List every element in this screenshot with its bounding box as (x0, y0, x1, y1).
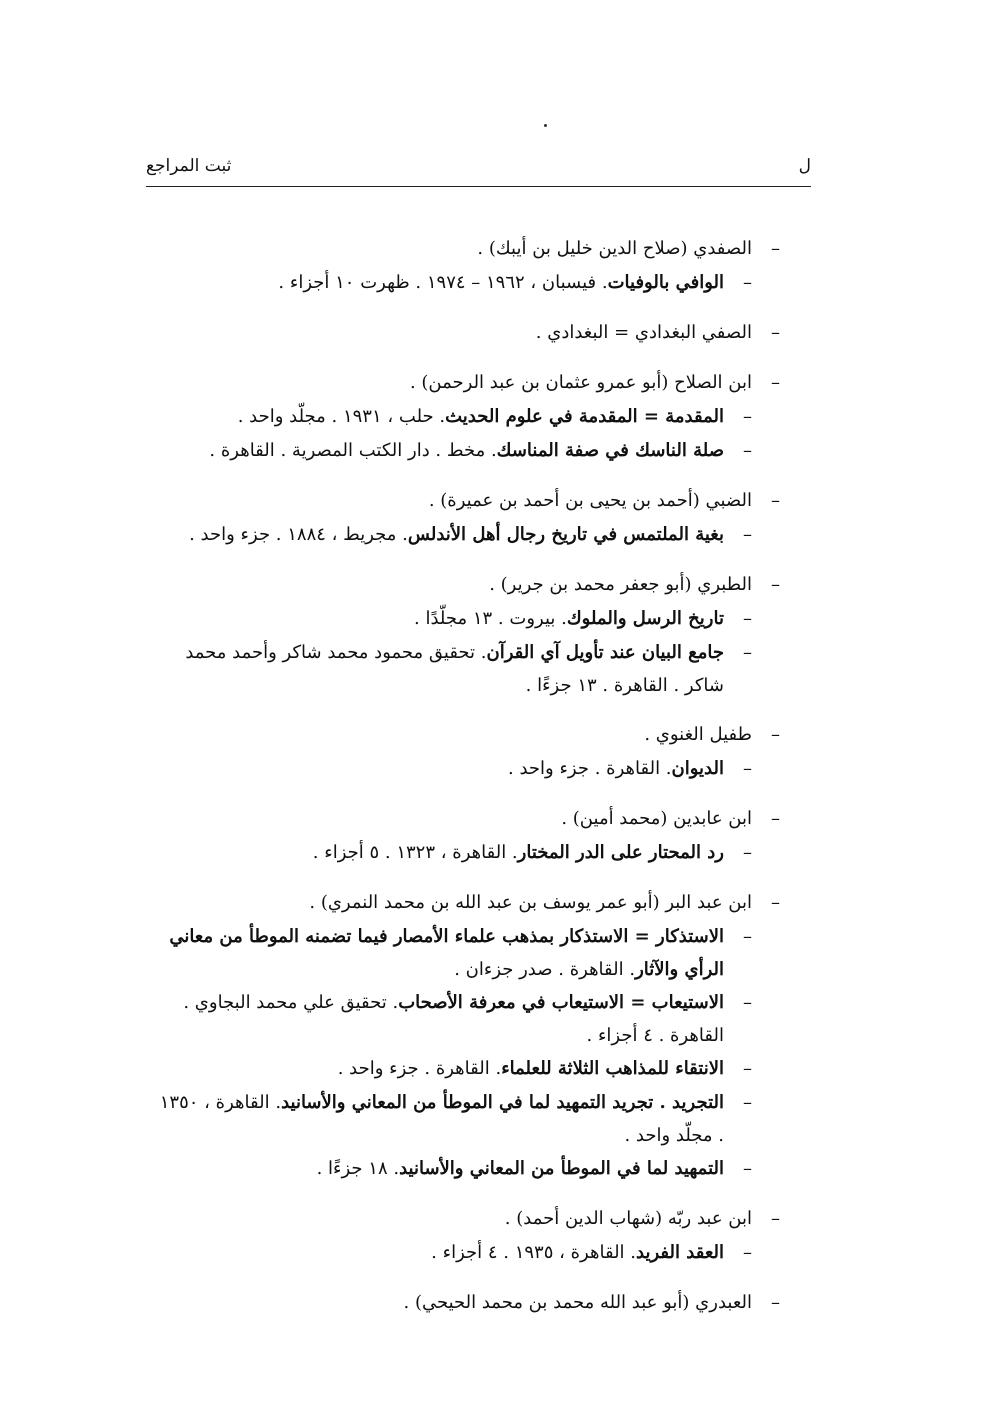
work-title: الانتقاء للمذاهب الثلاثة للعلماء (501, 1058, 724, 1079)
work-title: الوافي بالوفيات (607, 272, 724, 293)
work-title: الاستذكار = الاستذكار بمذهب علماء الأمصار فيما تضمنه الموطأ من معاني الرأي والآثار (169, 926, 724, 980)
work-title: صلة الناسك في صفة المناسك (496, 440, 724, 461)
author-line: – الطبري (أبو جعفر محمد بن جرير) . (150, 568, 780, 602)
header-rule (146, 186, 811, 187)
work-details: . بيروت . ١٣ مجلّدًا . (414, 608, 567, 629)
work-details: . مجريط ، ١٨٨٤ . جزء واحد . (189, 524, 408, 545)
work-details: . القاهرة . صدر جزءان . (454, 959, 636, 980)
work-line (150, 1086, 780, 1152)
work-details: . مخط . دار الكتب المصرية . القاهرة . (209, 440, 497, 461)
work-line (150, 1236, 780, 1270)
author-line: – الصفي البغدادي = البغدادي . (150, 316, 780, 350)
bibliography-entry (150, 802, 780, 870)
work-title: الاستيعاب = الاستيعاب في معرفة الأصحاب (398, 992, 724, 1013)
bibliography-list (150, 232, 780, 1336)
work-line (150, 1152, 780, 1186)
author-line: – طفيل الغنوي . (150, 718, 780, 752)
page-number-letter: ل (798, 156, 811, 176)
work-line (150, 836, 780, 870)
work-line (150, 400, 780, 434)
bibliography-entry (150, 1286, 780, 1320)
running-title: ثبت المراجع (146, 156, 232, 176)
work-title: العقد الفريد (636, 1242, 724, 1263)
author-line: – العبدري (أبو عبد الله محمد بن محمد الحيحي) . (150, 1286, 780, 1320)
work-details: . تحقيق علي محمد البجاوي . القاهرة . ٤ أجزاء . (183, 992, 724, 1046)
bibliography-entry (150, 316, 780, 350)
work-title: الديوان (671, 758, 724, 779)
work-line (150, 518, 780, 552)
bibliography-entry (150, 484, 780, 552)
page-header (146, 150, 811, 186)
author-line: – الضبي (أحمد بن يحيى بن أحمد بن عميرة) . (150, 484, 780, 518)
work-line (150, 602, 780, 636)
work-details: . القاهرة . جزء واحد . (508, 758, 672, 779)
work-line (150, 920, 780, 986)
work-line (150, 986, 780, 1052)
work-details: . القاهرة ، ١٩٣٥ . ٤ أجزاء . (431, 1242, 637, 1263)
work-title: بغية الملتمس في تاريخ رجال أهل الأندلس (407, 524, 724, 545)
work-line (150, 752, 780, 786)
author-line: – الصفدي (صلاح الدين خليل بن أيبك) . (150, 232, 780, 266)
work-line (150, 1052, 780, 1086)
work-details: . القاهرة ، ١٣٥٠ . مجلّد واحد . (159, 1092, 724, 1146)
bibliography-entry (150, 232, 780, 300)
work-details: . حلب ، ١٩٣١ . مجلّد واحد . (237, 406, 446, 427)
work-details: . القاهرة ، ١٣٢٣ . ٥ أجزاء . (312, 842, 518, 863)
work-details: . فيسبان ، ١٩٦٢ – ١٩٧٤ . ظهرت ١٠ أجزاء . (278, 272, 608, 293)
work-title: تاريخ الرسل والملوك (566, 608, 724, 629)
bibliography-entry (150, 366, 780, 468)
bibliography-entry (150, 1202, 780, 1270)
author-line: – ابن عبد البر (أبو عمر يوسف بن عبد الله بن محمد النمري) . (150, 886, 780, 920)
bibliography-entry (150, 718, 780, 786)
work-title: المقدمة = المقدمة في علوم الحديث (445, 406, 724, 427)
work-title: التجريد . تجريد التمهيد لما في الموطأ من المعاني والأسانيد (281, 1092, 724, 1113)
work-title: التمهيد لما في الموطأ من المعاني والأسانيد (399, 1158, 724, 1179)
work-details: . تحقيق محمود محمد شاكر وأحمد محمد شاكر . القاهرة . ١٣ جزءًا . (185, 642, 724, 696)
work-details: . ١٨ جزءًا . (316, 1158, 400, 1179)
author-line: – ابن عابدين (محمد أمين) . (150, 802, 780, 836)
work-line (150, 266, 780, 300)
work-line (150, 434, 780, 468)
bibliography-entry (150, 886, 780, 1186)
work-title: رد المحتار على الدر المختار (517, 842, 724, 863)
work-line (150, 636, 780, 702)
print-speck (544, 124, 547, 127)
bibliography-entry (150, 568, 780, 702)
work-details: . القاهرة . جزء واحد . (337, 1058, 502, 1079)
author-line: – ابن عبد ربّه (شهاب الدين أحمد) . (150, 1202, 780, 1236)
work-title: جامع البيان عند تأويل آي القرآن (486, 642, 724, 663)
author-line: – ابن الصلاح (أبو عمرو عثمان بن عبد الرحمن) . (150, 366, 780, 400)
